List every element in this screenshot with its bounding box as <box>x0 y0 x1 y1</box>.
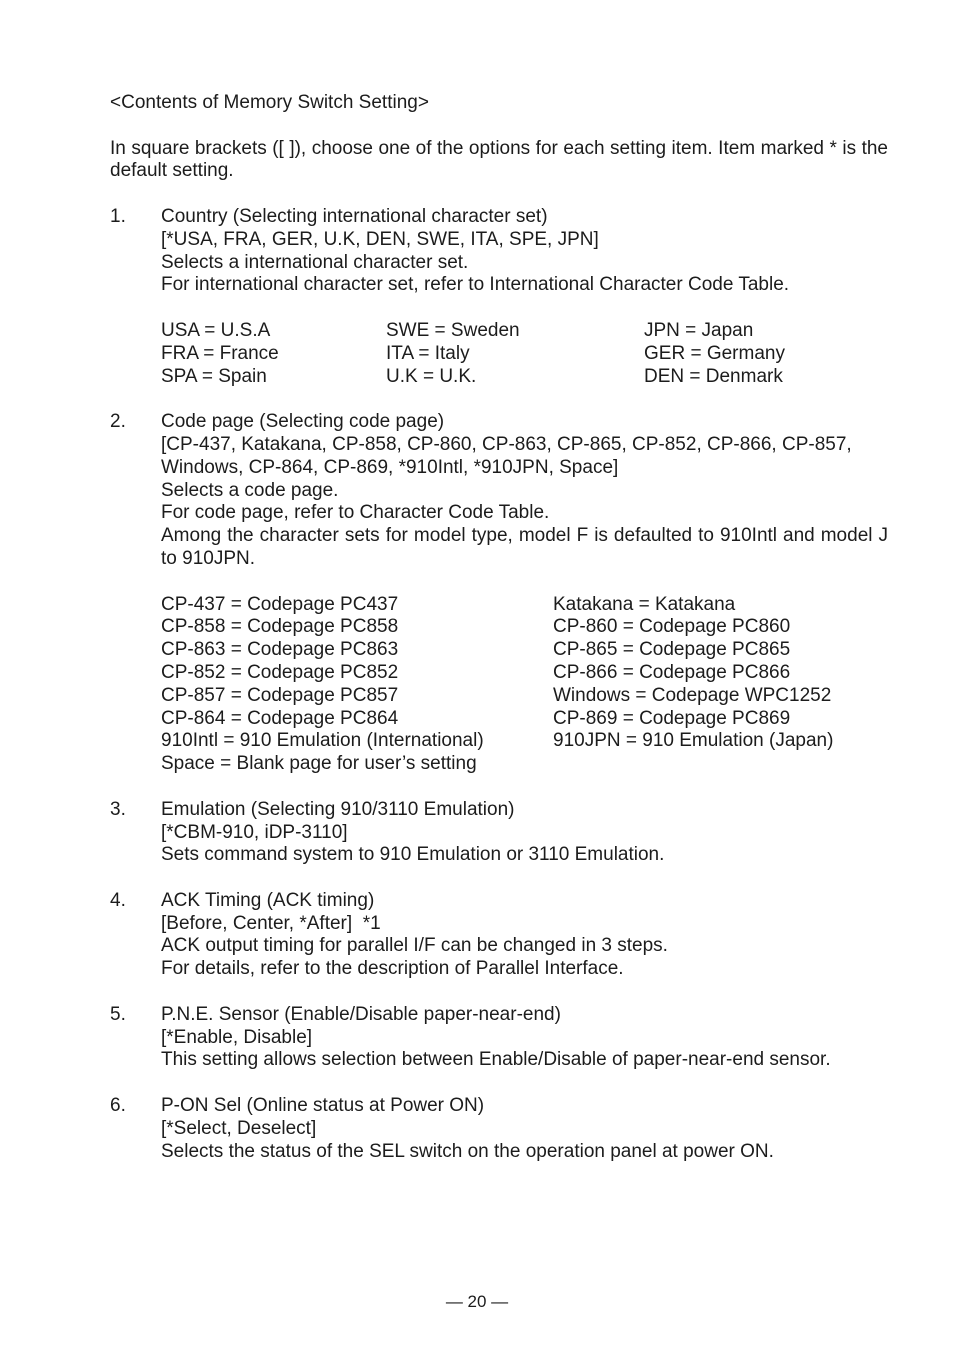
country-code-table <box>161 320 888 388</box>
item-number: 6. <box>110 1095 126 1117</box>
table-cell: CP-864 = Codepage PC864 <box>161 707 399 729</box>
item-description: For international character set, refer to International Character Code Table. <box>161 274 790 296</box>
item-description: Selects a code page. <box>161 479 339 501</box>
table-cell: 910JPN = 910 Emulation (Japan) <box>553 730 834 752</box>
table-cell: Space = Blank page for user’s setting <box>161 753 477 775</box>
item-description: Among the character sets for model type, model F is defaulted to 910Intl and model J to 910JPN. <box>161 525 888 569</box>
table-cell: Windows = Codepage WPC1252 <box>553 684 832 706</box>
item-description: Selects the status of the SEL switch on the operation panel at power ON. <box>161 1140 774 1162</box>
page-number: — 20 — <box>445 1292 509 1311</box>
item-options: [Before, Center, *After] *1 <box>161 912 381 934</box>
table-cell: CP-852 = Codepage PC852 <box>161 661 399 683</box>
table-cell: CP-865 = Codepage PC865 <box>553 639 791 661</box>
item-options: [*Enable, Disable] <box>161 1026 313 1048</box>
setting-item-country <box>110 206 888 388</box>
item-title: Emulation (Selecting 910/3110 Emulation) <box>161 798 515 820</box>
item-title: Code page (Selecting code page) <box>161 411 445 433</box>
table-cell: SWE = Sweden <box>386 319 520 341</box>
code-page-table <box>161 594 888 776</box>
item-number: 5. <box>110 1003 126 1025</box>
item-options: [*Select, Deselect] <box>161 1117 317 1139</box>
table-cell: Katakana = Katakana <box>553 593 736 615</box>
item-number: 1. <box>110 205 126 227</box>
item-options: [*CBM-910, iDP-3110] <box>161 821 348 843</box>
item-options: [*USA, FRA, GER, U.K, DEN, SWE, ITA, SPE, JPN] <box>161 228 599 250</box>
item-description: ACK output timing for parallel I/F can be changed in 3 steps. <box>161 935 668 957</box>
table-cell: 910Intl = 910 Emulation (International) <box>161 730 484 752</box>
setting-item-code-page <box>110 411 888 776</box>
item-title: ACK Timing (ACK timing) <box>161 889 375 911</box>
table-cell: CP-869 = Codepage PC869 <box>553 707 791 729</box>
item-number: 4. <box>110 889 126 911</box>
item-description: Selects a international character set. <box>161 251 469 273</box>
table-cell: CP-857 = Codepage PC857 <box>161 684 399 706</box>
item-title: Country (Selecting international character set) <box>161 205 548 227</box>
table-cell: CP-437 = Codepage PC437 <box>161 593 399 615</box>
table-cell: CP-858 = Codepage PC858 <box>161 616 399 638</box>
setting-item-pne-sensor <box>110 1004 888 1072</box>
setting-item-emulation <box>110 799 888 867</box>
intro-paragraph: In square brackets ([ ]), choose one of the options for each setting item. Item marked * is the default setting. <box>110 137 888 182</box>
table-cell: CP-863 = Codepage PC863 <box>161 639 399 661</box>
item-description: For code page, refer to Character Code Table. <box>161 502 550 524</box>
setting-item-ack-timing <box>110 890 888 981</box>
table-cell: JPN = Japan <box>644 319 754 341</box>
item-description: For details, refer to the description of Parallel Interface. <box>161 958 624 980</box>
table-cell: CP-866 = Codepage PC866 <box>553 661 791 683</box>
document-body <box>110 92 888 1163</box>
table-cell: USA = U.S.A <box>161 319 271 341</box>
table-cell: DEN = Denmark <box>644 365 783 387</box>
item-title: P-ON Sel (Online status at Power ON) <box>161 1095 485 1117</box>
table-cell: U.K = U.K. <box>386 365 477 387</box>
table-cell: SPA = Spain <box>161 365 267 387</box>
item-description: This setting allows selection between Enable/Disable of paper-near-end sensor. <box>161 1049 831 1071</box>
table-cell: ITA = Italy <box>386 342 470 364</box>
setting-item-power-on-sel <box>110 1095 888 1163</box>
section-heading: <Contents of Memory Switch Setting> <box>110 92 429 113</box>
item-number: 2. <box>110 411 126 433</box>
table-cell: FRA = France <box>161 342 279 364</box>
item-title: P.N.E. Sensor (Enable/Disable paper-near-end) <box>161 1003 561 1025</box>
item-description: Sets command system to 910 Emulation or 3110 Emulation. <box>161 844 665 866</box>
table-cell: CP-860 = Codepage PC860 <box>553 616 791 638</box>
item-number: 3. <box>110 798 126 820</box>
item-options: [CP-437, Katakana, CP-858, CP-860, CP-863, CP-865, CP-852, CP-866, CP-857, Windows, CP-864, CP-869, *910Intl, *910JPN, Space] <box>161 433 852 478</box>
table-cell: GER = Germany <box>644 342 785 364</box>
